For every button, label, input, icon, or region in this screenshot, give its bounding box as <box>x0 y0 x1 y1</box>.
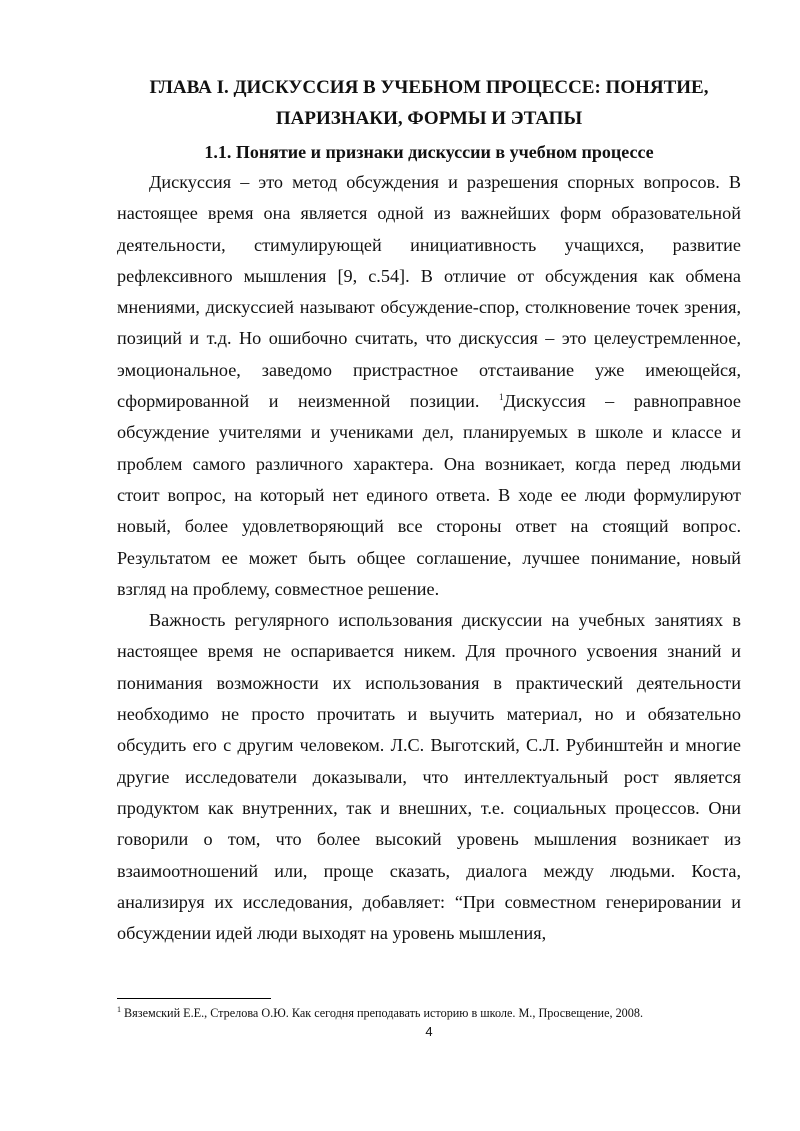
body-paragraph-2: Важность регулярного использования дискуссии на учебных занятиях в настоящее время не оспаривается никем. Для прочного усвоения знаний и понимания возможности их использования в практический деятельности необходимо не просто прочитать и выучить материал, но и обязательно обсудить его с другим человеком. Л.С. Выготский, С.Л. Рубинштейн и многие другие исследователи доказывали, что интеллектуальный рост является продуктом как внутренних, так и внешних, т.е. социальных процессов. Они говорили о том, что более высокий уровень мышления возникает из взаимоотношений или, проще сказать, диалога между людьми. Коста, анализируя их исследования, добавляет: “При совместном генерировании и обсуждении идей люди выходят на уровень мышления, <box>117 610 741 944</box>
footnote-mark: 1 <box>117 1004 121 1014</box>
page-content <box>117 72 741 949</box>
body-paragraph-1 <box>117 167 741 605</box>
paragraph-1-text-part-1: Дискуссия – это метод обсуждения и разрешения спорных вопросов. В настоящее время она является одной из важнейших форм образовательной деятельности, стимулирующей инициативность учащихся, развитие рефлексивного мышления [9, с.54]. В отличие от обсуждения как обмена мнениями, дискуссией называют обсуждение-спор, столкновение точек зрения, позиций и т.д. Но ошибочно считать, что дискуссия – это целеустремленное, эмоциональное, заведомо пристрастное отстаивание уже имеющейся, сформированной и неизменной позиции. <box>117 172 741 412</box>
paragraph-1-text-part-2: Дискуссия – равноправное обсуждение учителями и учениками дел, планируемых в школе и классе и проблем самого различного характера. Она возникает, когда перед людьми стоит вопрос, на который нет единого ответа. В ходе ее люди формулируют новый, более удовлетворяющий все стороны ответ на стоящий вопрос. Результатом ее может быть общее соглашение, лучшее понимание, новый взгляд на проблему, совместное решение. <box>117 391 741 599</box>
footnote-reference-mark[interactable]: 1 <box>498 392 504 403</box>
footnote-separator <box>117 998 271 999</box>
footnote <box>117 1005 741 1021</box>
footnote-text: Вяземский Е.Е., Стрелова О.Ю. Как сегодня преподавать историю в школе. М., Просвещение, 2008. <box>121 1006 644 1020</box>
chapter-title-line-2: ПАРИЗНАКИ, ФОРМЫ И ЭТАПЫ <box>275 108 583 129</box>
chapter-title-line-1: ГЛАВА I. ДИСКУССИЯ В УЧЕБНОМ ПРОЦЕССЕ: ПОНЯТИЕ, <box>149 77 709 98</box>
chapter-title <box>117 72 741 134</box>
section-title: 1.1. Понятие и признаки дискуссии в учебном процессе <box>204 142 654 162</box>
page-number: 4 <box>425 1024 433 1039</box>
